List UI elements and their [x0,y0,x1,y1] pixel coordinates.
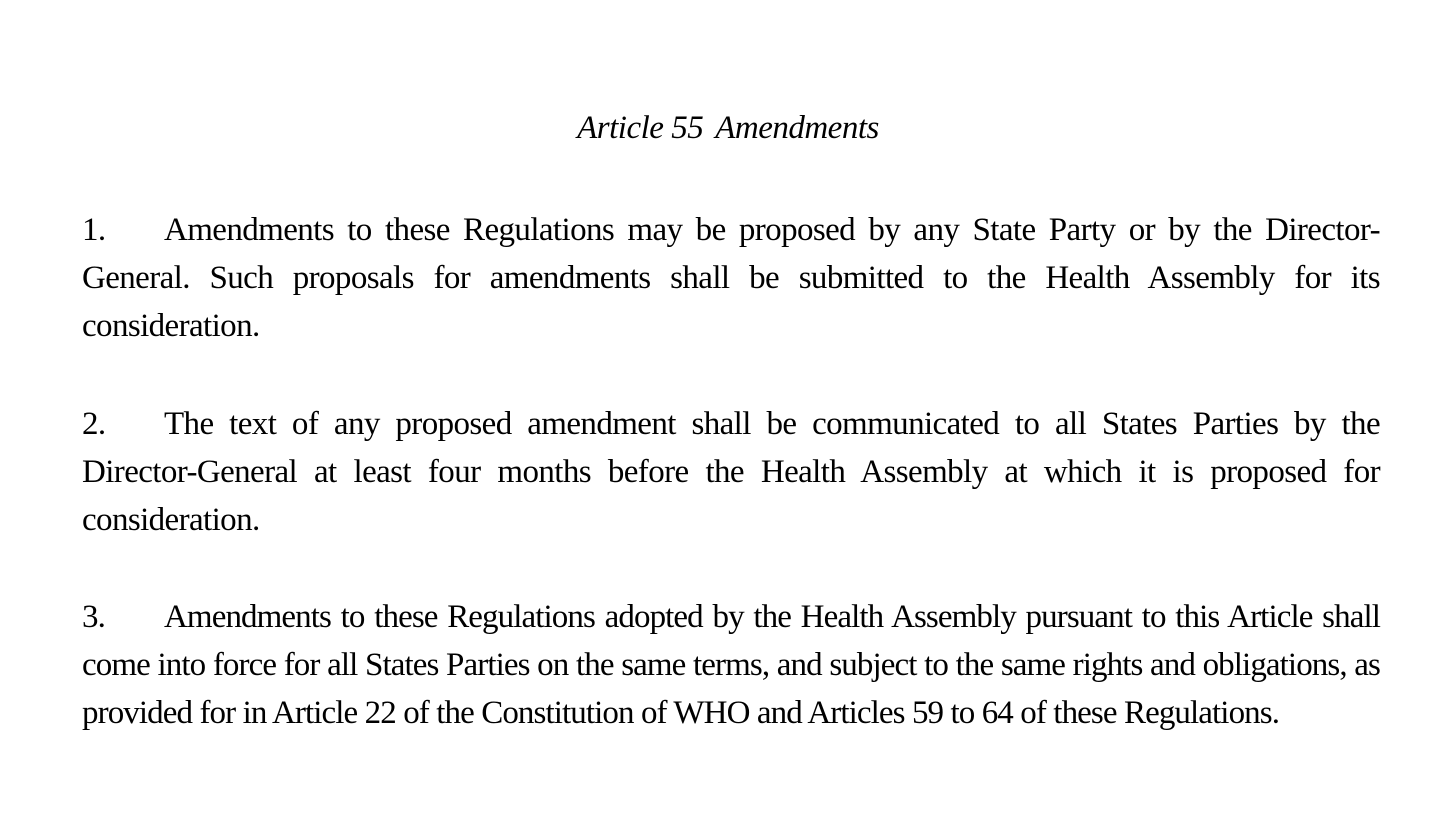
article-title [0,106,1456,150]
paragraph-3 [82,593,1380,737]
paragraph-text: Amendments to these Regulations adopted by the Health Assembly pursuant to this Article shall come into force for all States Parties on the same terms, and subject to the same rights and obligations, as provided for in Article 22 of the Constitution of WHO and Articles 59 to 64 of these Regulations. [82,599,1380,731]
paragraph-number: 1. [82,212,106,248]
paragraph-number: 2. [82,406,106,442]
paragraph-text: The text of any proposed amendment shall be communicated to all States Parties by the Director-General at least four months before the Health Assembly at which it is proposed for consideration. [82,406,1380,538]
paragraph-1 [82,206,1380,350]
paragraph-number: 3. [82,599,105,635]
paragraph-2 [82,400,1380,544]
paragraph-text: Amendments to these Regulations may be proposed by any State Party or by the Director-General. Such proposals for amendments shall be submitted to the Health Assembly for its consideration. [82,212,1380,344]
article-heading: Amendments [715,110,879,146]
article-number-label: Article 55 [577,110,704,146]
